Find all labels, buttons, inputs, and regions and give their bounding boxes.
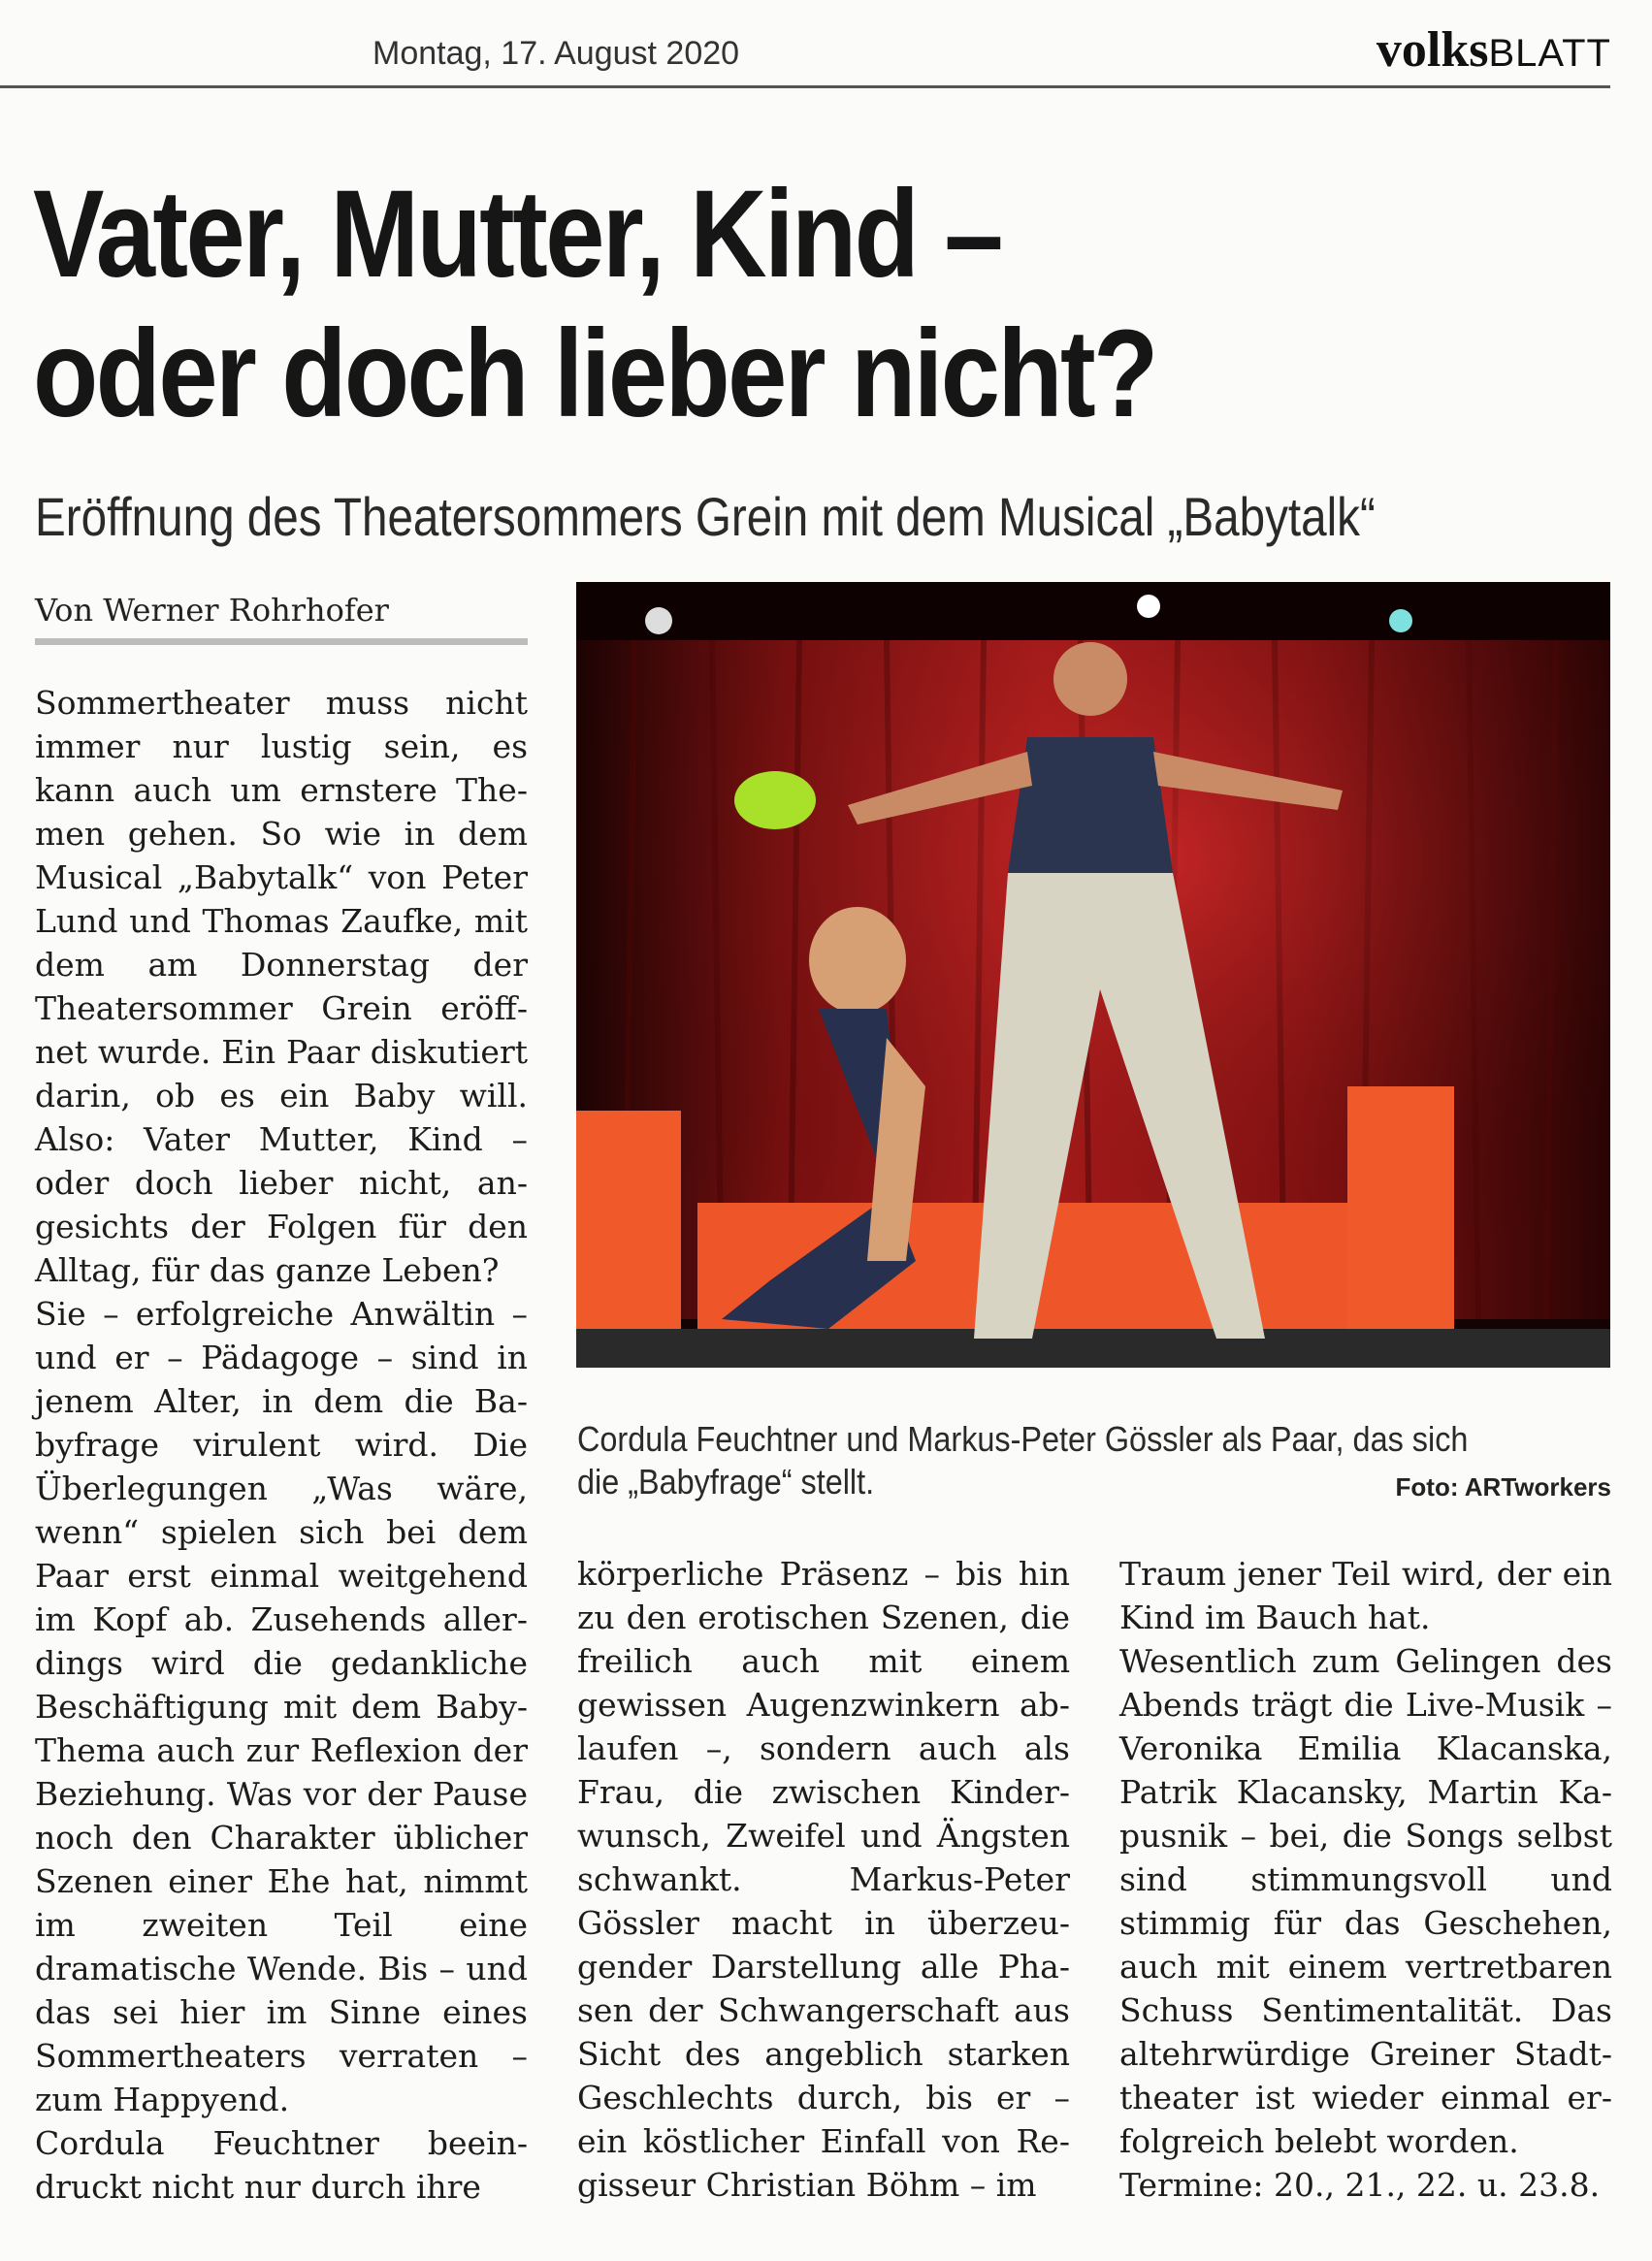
subtitle: Eröffnung des Theatersommers Grein mit dem Musical „Babytalk“: [35, 486, 1376, 547]
byline: Von Werner Rohrhofer: [35, 592, 528, 645]
headline-line-2: oder doch lieber nicht?: [33, 305, 1156, 443]
paragraph: Sommertheater muss nicht immer nur lustig sein, es kann auch um ernstere Themen gehen. So wie in dem Musical „Babytalk“ von Peter Lund und Thomas Zaufke, mit dem am Donnerstag der Theatersommer Grein eröffnet wurde. Ein Paar diskutiert darin, ob es ein Baby will. Also: Vater Mutter, Kind – oder doch lieber nicht, angesichts der Folgen für den Alltag, für das ganze Leben?: [35, 684, 528, 1289]
paragraph: Wesentlich zum Gelingen des Abends trägt die Live-Musik – Veronika Emilia Klacanska, Patrik Klacansky, Martin Kapusnik – bei, die Songs selbst sind stimmungsvoll und stimmig für das Geschehen, auch mit einem vertretbaren Schuss Sentimentalität. Das altehrwürdige Greiner Stadttheater ist wieder einmal erfolgreich belebt worden.: [1119, 1642, 1612, 2160]
brand-bold: volks: [1376, 22, 1489, 78]
photo-credit: Foto: ARTworkers: [1395, 1472, 1611, 1502]
article-column-3: [1119, 1552, 1612, 2207]
stage-photo: [576, 582, 1610, 1368]
brand-light: BLATT: [1488, 32, 1611, 75]
article-column-1: [35, 681, 528, 2209]
headline: [33, 165, 1368, 444]
paragraph: Cordula Feuchtner beeindruckt nicht nur durch ihre: [35, 2124, 528, 2206]
headline-line-1: Vater, Mutter, Kind –: [33, 165, 1001, 304]
paragraph: Traum jener Teil wird, der ein Kind im Bauch hat.: [1119, 1555, 1612, 1636]
issue-date: Montag, 17. August 2020: [373, 35, 740, 72]
paragraph: körperliche Präsenz – bis hin zu den erotischen Szenen, die freilich auch mit einem gewissen Augenzwinkern ablaufen –, sondern auch als Frau, die zwischen Kinderwunsch, Zweifel und Ängsten schwankt. Markus-Peter Gössler macht in überzeugender Darstellung alle Phasen der Schwangerschaft aus Sicht des angeblich starken Geschlechts durch, bis er – ein köstlicher Einfall von Regisseur Christian Böhm – im: [577, 1555, 1070, 2204]
article-column-2: [577, 1552, 1070, 2207]
paragraph: Sie – erfolgreiche Anwältin – und er – Pädagoge – sind in jenem Alter, in dem die Babyfrage virulent wird. Die Überlegungen „Was wäre, wenn“ spielen sich bei dem Paar erst einmal weitgehend im Kopf ab. Zusehends allerdings wird die gedankliche Beschäftigung mit dem Baby-Thema auch zur Reflexion der Beziehung. Was vor der Pause noch den Charakter üblicher Szenen einer Ehe hat, nimmt im zweiten Teil eine dramatische Wende. Bis – und das sei hier im Sinne eines Sommertheaters verraten – zum Happyend.: [35, 1295, 528, 2118]
stage-photo-illustration: [576, 582, 1610, 1368]
newspaper-logo: [1377, 21, 1611, 79]
header-rule: [0, 85, 1610, 88]
photo-caption: Cordula Feuchtner und Markus-Peter Gössler als Paar, das sich die „Babyfrage“ stellt.: [577, 1419, 1469, 1502]
paragraph: Termine: 20., 21., 22. u. 23.8.: [1119, 2166, 1601, 2204]
